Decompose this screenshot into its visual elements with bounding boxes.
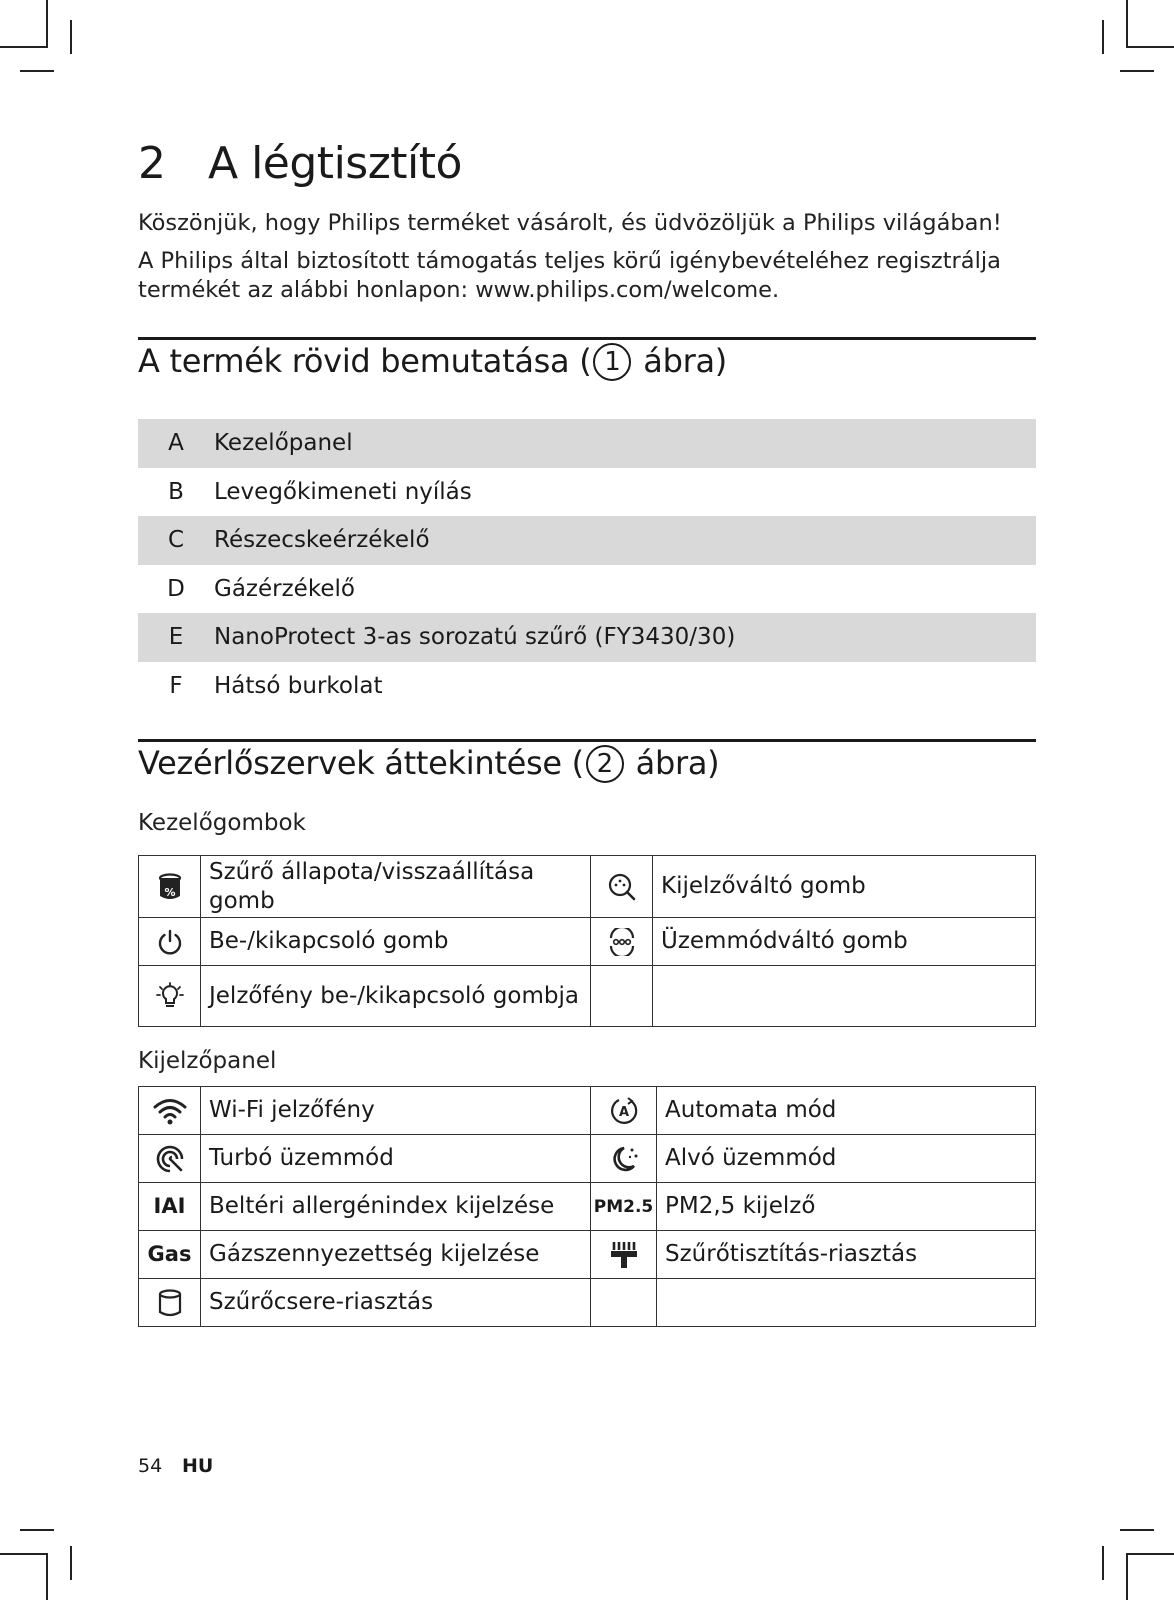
list-item (138, 516, 1036, 565)
icon-cell (139, 966, 201, 1027)
icon-cell (591, 1231, 657, 1279)
page-number: 54 (138, 1455, 163, 1477)
indicator-label: Beltéri allergénindex kijelzése (201, 1183, 591, 1231)
section-title-text: ábra) (625, 744, 720, 782)
part-letter: B (168, 478, 184, 505)
section-title-text: Vezérlőszervek áttekintése ( (138, 744, 584, 782)
display-switch-icon (607, 872, 637, 902)
section-title-overview (138, 342, 727, 381)
list-item (138, 662, 1036, 711)
indicator-label: Szűrőcsere-riasztás (201, 1279, 591, 1327)
svg-text:A: A (618, 1104, 629, 1120)
list-item (138, 468, 1036, 517)
display-heading: Kijelzőpanel (138, 1048, 277, 1074)
filter-percent-icon (157, 872, 183, 902)
icon-cell (139, 1135, 201, 1183)
icon-cell (591, 1087, 657, 1135)
section-rule (138, 337, 1036, 340)
icon-cell (139, 1231, 201, 1279)
part-label: Levegőkimeneti nyílás (214, 478, 472, 505)
icon-cell (139, 918, 201, 966)
display-table (138, 1086, 1036, 1327)
part-label: NanoProtect 3-as sorozatú szűrő (FY3430/30) (214, 624, 736, 651)
table-row (139, 1087, 1036, 1135)
parts-list (138, 419, 1036, 710)
buttons-table (138, 855, 1036, 1027)
language-code: HU (182, 1455, 214, 1477)
turbo-icon (155, 1144, 185, 1174)
part-letter: C (167, 527, 185, 554)
part-letter: A (168, 430, 184, 457)
buttons-heading: Kezelőgombok (138, 810, 306, 836)
icon-cell (591, 856, 653, 918)
chapter-heading: A légtisztító (208, 138, 462, 189)
iai-icon: IAI (153, 1194, 186, 1218)
empty-cell (591, 1279, 657, 1327)
button-label: Üzemmódváltó gomb (653, 918, 1036, 966)
part-label: Kezelőpanel (214, 430, 353, 457)
part-letter: F (169, 672, 183, 699)
indicator-label: Automata mód (657, 1087, 1036, 1135)
button-label: Be-/kikapcsoló gomb (201, 918, 591, 966)
table-row (139, 1135, 1036, 1183)
wifi-icon (153, 1097, 187, 1125)
list-item (138, 613, 1036, 662)
indicator-label: Alvó üzemmód (657, 1135, 1036, 1183)
power-icon (156, 928, 184, 956)
chapter-number: 2 (138, 138, 166, 189)
list-item (138, 419, 1036, 468)
indicator-label: PM2,5 kijelző (657, 1183, 1036, 1231)
icon-cell (139, 1087, 201, 1135)
figure-number-badge: 2 (586, 745, 624, 783)
indicator-label: Wi-Fi jelzőfény (201, 1087, 591, 1135)
empty-cell (653, 966, 1036, 1027)
table-row (139, 918, 1036, 966)
chapter-title (138, 138, 462, 189)
sleep-moon-icon (608, 1144, 640, 1174)
table-row (139, 1279, 1036, 1327)
section-title-text: A termék rövid bemutatása ( (138, 342, 592, 380)
table-row (139, 966, 1036, 1027)
filter-replace-icon (157, 1288, 183, 1318)
empty-cell (591, 966, 653, 1027)
light-bulb-icon (156, 981, 184, 1011)
section-title-controls (138, 744, 719, 783)
empty-cell (657, 1279, 1036, 1327)
filter-clean-icon (609, 1240, 639, 1270)
intro-thanks: Köszönjük, hogy Philips terméket vásárolt, és üdvözöljük a Philips világában! (138, 210, 1002, 236)
icon-cell (139, 1279, 201, 1327)
part-label: Részecskeérzékelő (214, 527, 430, 554)
list-item (138, 565, 1036, 614)
table-row (139, 1183, 1036, 1231)
svg-text:%: % (163, 885, 176, 899)
section-rule (138, 739, 1036, 742)
figure-number-badge: 1 (593, 343, 631, 381)
icon-cell (139, 856, 201, 918)
table-row (139, 856, 1036, 918)
indicator-label: Szűrőtisztítás-riasztás (657, 1231, 1036, 1279)
part-letter: D (167, 575, 185, 602)
intro-register: A Philips által biztosított támogatás teljes körű igénybevételéhez regisztrálja termékét az alábbi honlapon: www.philips.com/welcome. (138, 248, 1001, 303)
table-row (139, 1231, 1036, 1279)
pm25-icon: PM2.5 (593, 1197, 654, 1217)
page-footer (138, 1455, 213, 1477)
auto-mode-icon (609, 1096, 639, 1126)
part-label: Gázérzékelő (214, 575, 355, 602)
icon-cell (591, 1183, 657, 1231)
icon-cell (591, 1135, 657, 1183)
part-label: Hátsó burkolat (214, 672, 383, 699)
indicator-label: Gázszennyezettség kijelzése (201, 1231, 591, 1279)
button-label: Kijelzőváltó gomb (653, 856, 1036, 918)
section-title-text: ábra) (633, 342, 727, 380)
gas-icon: Gas (147, 1242, 192, 1266)
icon-cell (591, 918, 653, 966)
mode-switch-icon (607, 928, 637, 956)
icon-cell (139, 1183, 201, 1231)
indicator-label: Turbó üzemmód (201, 1135, 591, 1183)
part-letter: E (168, 624, 184, 651)
button-label: Jelzőfény be-/kikapcsoló gombja (201, 966, 591, 1027)
button-label: Szűrő állapota/visszaállítása gomb (201, 856, 591, 918)
